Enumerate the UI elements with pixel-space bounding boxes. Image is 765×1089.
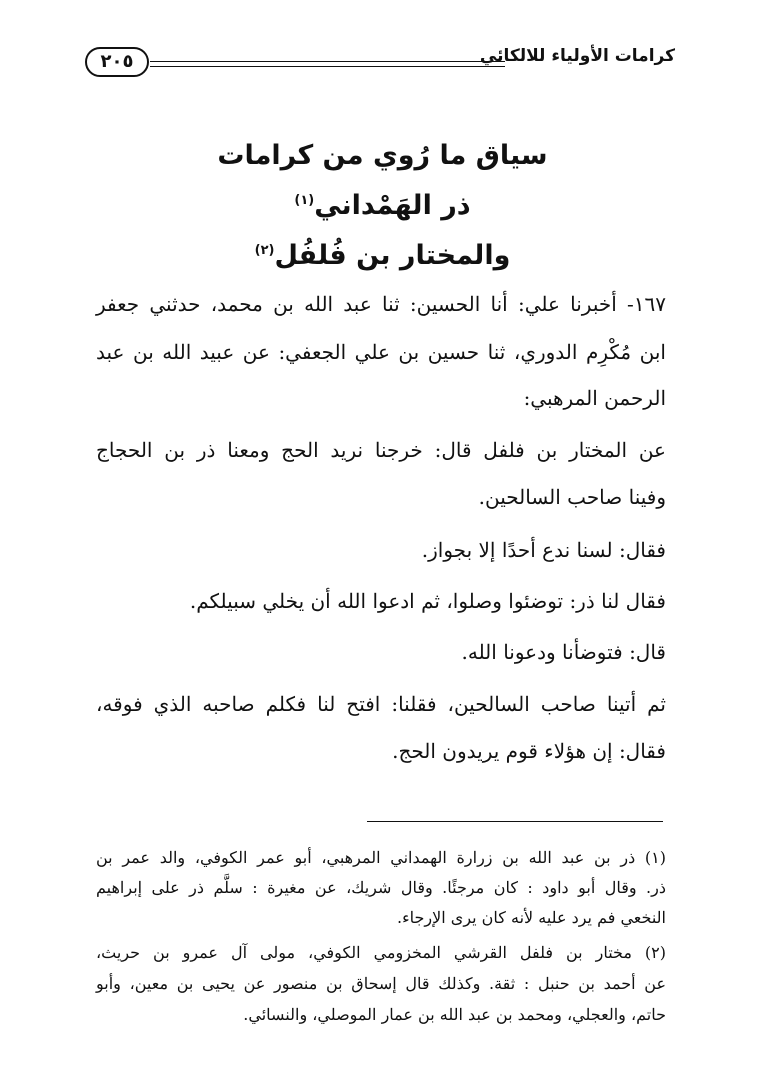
heading-text: سياق ما رُوي من كرامات xyxy=(217,140,548,171)
body-line: الرحمن المرهبي: xyxy=(523,386,666,410)
footnote-reference-1: (١) xyxy=(294,193,315,208)
footnote-line: حاتم، والعجلي، ومحمد بن عبد الله بن عمار الموصلي، والنسائي. xyxy=(243,1005,666,1024)
section-heading-line-1 xyxy=(0,140,765,171)
body-line: ثم أتينا صاحب السالحين، فقلنا: افتح لنا فكلم صاحبه الذي فوقه، xyxy=(96,692,666,716)
body-line: قال: فتوضأنا ودعونا الله. xyxy=(461,640,666,664)
footnote-line: (١) ذر بن عبد الله بن زرارة الهمداني المرهبي، أبو عمر الكوفي، والد عمر بن xyxy=(96,848,666,867)
section-heading-line-3 xyxy=(0,240,765,271)
footnote-line: ذر. وقال أبو داود : كان مرجئًا. وقال شريك، عن مغيرة : سلَّم ذر على إبراهيم xyxy=(96,878,666,897)
body-line: ١٦٧- أخبرنا علي: أنا الحسين: ثنا عبد الله بن محمد، حدثني جعفر xyxy=(96,292,666,316)
footnote-reference-2: (٢) xyxy=(254,243,275,258)
body-line: فقال لنا ذر: توضئوا وصلوا، ثم ادعوا الله أن يخلي سبيلكم. xyxy=(189,589,666,613)
body-line: فقال: إن هؤلاء قوم يريدون الحج. xyxy=(392,739,666,763)
body-line: عن المختار بن فلفل قال: خرجنا نريد الحج ومعنا ذر بن الحجاج xyxy=(96,438,666,462)
header-rule-top xyxy=(150,61,505,62)
footnote-line: (٢) مختار بن فلفل القرشي المخزومي الكوفي، مولى آل عمرو بن حريث، xyxy=(96,943,666,962)
heading-text: والمختار بن فُلفُل xyxy=(274,240,511,271)
running-header-title: كرامات الأولياء للالكائي xyxy=(479,46,675,66)
footnote-separator xyxy=(367,821,663,822)
section-heading-line-2 xyxy=(0,190,765,221)
body-line: ابن مُكْرِم الدوري، ثنا حسين بن علي الجعفي: عن عبيد الله بن عبد xyxy=(96,340,666,364)
page-number: ٢٠٥ xyxy=(85,47,149,77)
footnote-line: عن أحمد بن حنبل : ثقة. وكذلك قال إسحاق بن منصور عن يحيى بن معين، وأبو xyxy=(96,974,666,993)
header-rule-bottom xyxy=(150,66,505,67)
heading-text: ذر الهَمْداني xyxy=(314,190,471,221)
body-line: فقال: لسنا ندع أحدًا إلا بجواز. xyxy=(421,538,666,562)
footnote-line: النخعي فم يرد عليه لأنه كان يرى الإرجاء. xyxy=(397,908,666,927)
body-line: وفينا صاحب السالحين. xyxy=(478,485,666,509)
